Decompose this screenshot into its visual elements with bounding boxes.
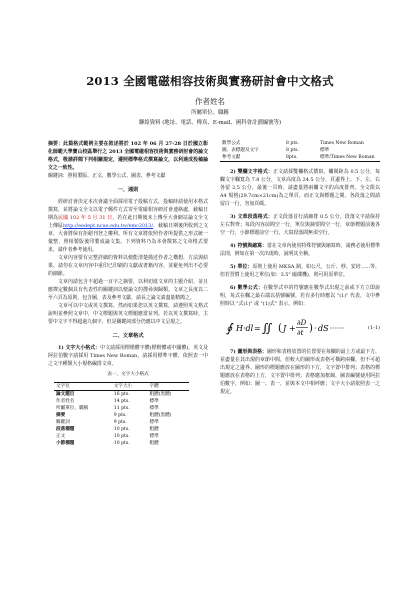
paragraph-two-column [220,168,380,208]
table-header-row [54,383,189,391]
equation-formula [226,314,346,342]
paragraph-content: 文章內容要有完整詳細的資料以便能清楚描述作者之構想，方法與結果。請勿在文章內容中重印已印刷的文獻或書籍內容，並避免列出不必要的細節。 [48,255,208,277]
table-cell: 關鍵詞 [56,420,70,425]
section-heading-general: 一、通則 [117,187,139,193]
paragraph-submission [48,198,208,254]
table1-caption: 表一、文字大小格式 [107,372,149,377]
left-column [48,140,208,447]
svg-text:∂D: ∂D [297,319,307,327]
table-row [54,405,189,412]
table-cell: 8 pts. [286,148,299,153]
svg-text:·: · [314,324,317,333]
table-row [54,419,189,426]
svg-text:(: ( [278,323,282,334]
table-cell: 9 pts. [113,413,127,418]
paragraph-font-size [48,344,208,368]
svg-text:∬: ∬ [262,321,273,335]
table-cell: 數學公式 [222,141,241,146]
table-cell: 8 pts. [286,141,299,146]
table-row [54,440,189,447]
units-label: 5) 單位： [230,264,253,270]
table-row [220,140,380,147]
table-cell: 標準 [320,148,330,153]
table-cell: 標準 [149,406,159,411]
two-column-text: 正文請採雙欄格式撰寫，欄間距為 0.5 公分，每欄文字欄寬為 7.8 公分，文章高度為 24.5 公分，頁邊界上、下、左、右各留 2.5 公分。最後一頁時，請盡量將兩欄文字的高度排齊。全文限以 A4 規格(29.7cm×21cm)為之單頁。而正文與標題之間、各段落之間請留白一行，勿加頁碼。 [220,169,380,207]
table-cell: 粗體(黑體) [149,413,172,418]
paragraph-figures-tables [220,348,380,396]
table-cell: 參考文獻 [222,155,241,160]
font-size-label: 1) 文字大小格式： [58,345,101,351]
paragraph-abstract-rules: 文章內請包含不超過一百字之摘要，以利切進文章的主題介紹，並且應擇定數個具有代表性的關鍵詞以便論文的搜尋與歸類。文章之長度以二至六頁為原則，包含圖、表及參考文獻，請長之論文請盡量精簡之。 [48,279,208,301]
symbols-text: 當在文章內使用特殊符號與縮寫時，請務必使用標準法則，例如在第一次出現時，說明其全稱。 [220,243,380,257]
svg-text:∂t: ∂t [297,329,304,337]
equation-number: (1-1) [368,325,380,331]
figures-tables-label: 7) 圖形與表格： [230,349,267,355]
paragraph-symbols [220,242,380,258]
svg-text:=: = [254,324,261,333]
paragraph-units [220,263,380,279]
layout-text: 正文段落首行請縮排 0.5 公分，段落文字請保持左右對齊；每段內容前間空一行，單位與摘要間空一行，章節標題前後各空一行，小節標題前空一行，大寫段落間無須空行。 [220,214,380,236]
figures-tables-text: 圖形和表格放置的位置要在每欄的最上方或最下方，並盡量在其出現的章節中間，但較大的圖形或表格可橫跨兩欄，但不可超出規定之邊界。圖形的標題應放在圖形的下方，文字置中排列；表格的標題應放在表格的上方，文字置中排列；表格應加框線，圖表編號使用阿拉伯數字，例如：圖一、表一，並與本文中相呼應；文字大小請依照表一之規定。 [220,349,380,395]
svg-text:dS: dS [318,324,329,333]
table-cell: 圖、表標題及文字 [222,148,259,153]
font-size-table-continued [220,140,380,162]
font-size-text: 中文請採用標楷體字體(標楷體或中國體)，英文及阿拉伯數字請採用 Times New Roman，請採用標準字體，依照表一中之文字種類大小規格編排文章。 [48,345,208,367]
table-header-cell: 字體 [148,383,189,391]
table-cell: 正文 [56,434,66,439]
table-cell: 標準 [149,420,159,425]
two-column-label: 2) 雙欄文字格式： [230,169,273,175]
table-cell: 16 pts. [113,392,130,397]
submission-text-c: ，截稿日期後所收到之文章，大會將保有拒絕刊登之權利。所有文章將依照作者所提供之形式統一彙整，照相製版後印製成論文集。下列資料乃為本會撰寫之文章格式要求，請作者參考使用。 [48,223,208,253]
table-cell: 10 pts. [113,427,130,432]
table-cell: 10 pts. [113,434,130,439]
svg-text:+: + [289,324,296,333]
symbols-label: 4) 符號與縮寫： [230,243,267,249]
table-row [54,426,189,433]
units-text: 原則上使用 MKSA 制，如公尺，公斤、秒、安培......等，但若習慣上使用之單位(如：3.5" 磁碟機)，則可用原單位。 [220,264,381,278]
table-header-cell: 文字位 [54,383,112,391]
table-cell: 段落標題 [56,427,75,432]
table-cell: 粗體(黑體) [149,392,172,397]
table-row [54,412,189,419]
table-cell: 8pts. [286,155,298,160]
table-row [220,154,380,162]
svg-text:∮: ∮ [226,321,233,335]
table-cell: 論文題目 [56,392,75,397]
table-cell: 小節標題 [56,441,75,446]
svg-text:H·dl: H·dl [236,324,254,333]
svg-text:): ) [309,323,313,334]
submission-text-b: ，若在此日期後未上傳至大會網站論文全文上傳區 [48,215,208,229]
affiliation: 所屬單位、職稱 [191,110,229,116]
svg-text:J: J [283,324,287,333]
paragraph-layout [220,213,380,237]
keywords: 關鍵詞：照相製版、正文、數學公式、圖表、參考文獻 [48,173,166,179]
table-cell: 11 pts. [113,406,130,411]
abstract-label: 摘要： [48,141,64,147]
upload-link[interactable]: http://eedept.ncue.edu.tw/emc2013/ [63,223,153,229]
layout-label: 3) 文章段落格式： [230,214,273,220]
right-column [220,140,380,396]
equations-text: 在數學式中的符號應在數學式出現之前或下方立即說明，每式在欄之最右端以括號編號，若有多行時應以 "(1)" 代表，文中參照時以 "式(1)" 或 "(1)式" 表示。例如： [220,285,380,307]
submission-text-a: 經研討會決定本次會議全面採用電子投稿方式，投稿時請使用本格式撰寫，並將論文全文以電子郵件方式寄至電磁相容研討會連絡處，截稿日期為 [48,199,208,221]
equations-label: 6) 數學公式： [230,285,264,291]
submission-deadline: 民國 102 年 5 月 31 日 [58,215,113,221]
table-cell: 作者姓名 [56,399,75,404]
table-cell: 標準/Times New Roman [320,155,375,160]
table-row [54,391,189,399]
table-cell: 摘要 [56,413,66,418]
contact-info: 聯絡資料 (地址、電話、傳真、E-mail、國科會計劃編號等) [138,120,282,126]
table-cell: 10 pts. [113,441,130,446]
table-row [54,433,189,440]
section-heading-format: 二、文章格式 [112,333,144,339]
abstract-text: 此篇格式範例主要在敘述將於 102 年 06 月 27-28 日於國立彰化師範大學寶山校區舉行之 2013 全國電磁相容技術與實務研討會的論文格式，敬請詳閱下列相關規定，遵照標準格式撰寫論文，以利達成投稿論文之一致性。 [48,141,208,171]
paragraph-equations [220,284,380,308]
table-row [220,147,380,154]
table-header-cell: 文字大小 [112,383,148,391]
table-cell: 標準 [149,399,159,404]
table-cell: 9 pts. [113,420,127,425]
author-name: 作者姓名 [195,97,225,106]
font-size-table [54,382,189,447]
equation-block [220,314,380,342]
table-row [54,398,189,405]
table-cell: 粗體 [149,427,159,432]
table-cell: 14 pts. [113,399,130,404]
paragraph-language: 文章可以中文或英文撰寫，然而如果您以英文撰寫，請遵照英文格式說明並參照文章中，中文標題與英文標題應當並列。若以英文撰寫時，主要中文字不得超過九個字，但是關鍵詞部分仍應以中文呈現之。 [48,303,208,325]
abstract [48,140,208,172]
table-cell: Times New Roman [320,141,364,146]
paper-title: 2013 全國電磁相容技術與實務研討會中文格式 [86,74,334,88]
table-cell: 粗體 [149,441,159,446]
table-cell: 標準 [149,434,159,439]
table-cell: 所屬單位、職稱 [56,406,89,411]
